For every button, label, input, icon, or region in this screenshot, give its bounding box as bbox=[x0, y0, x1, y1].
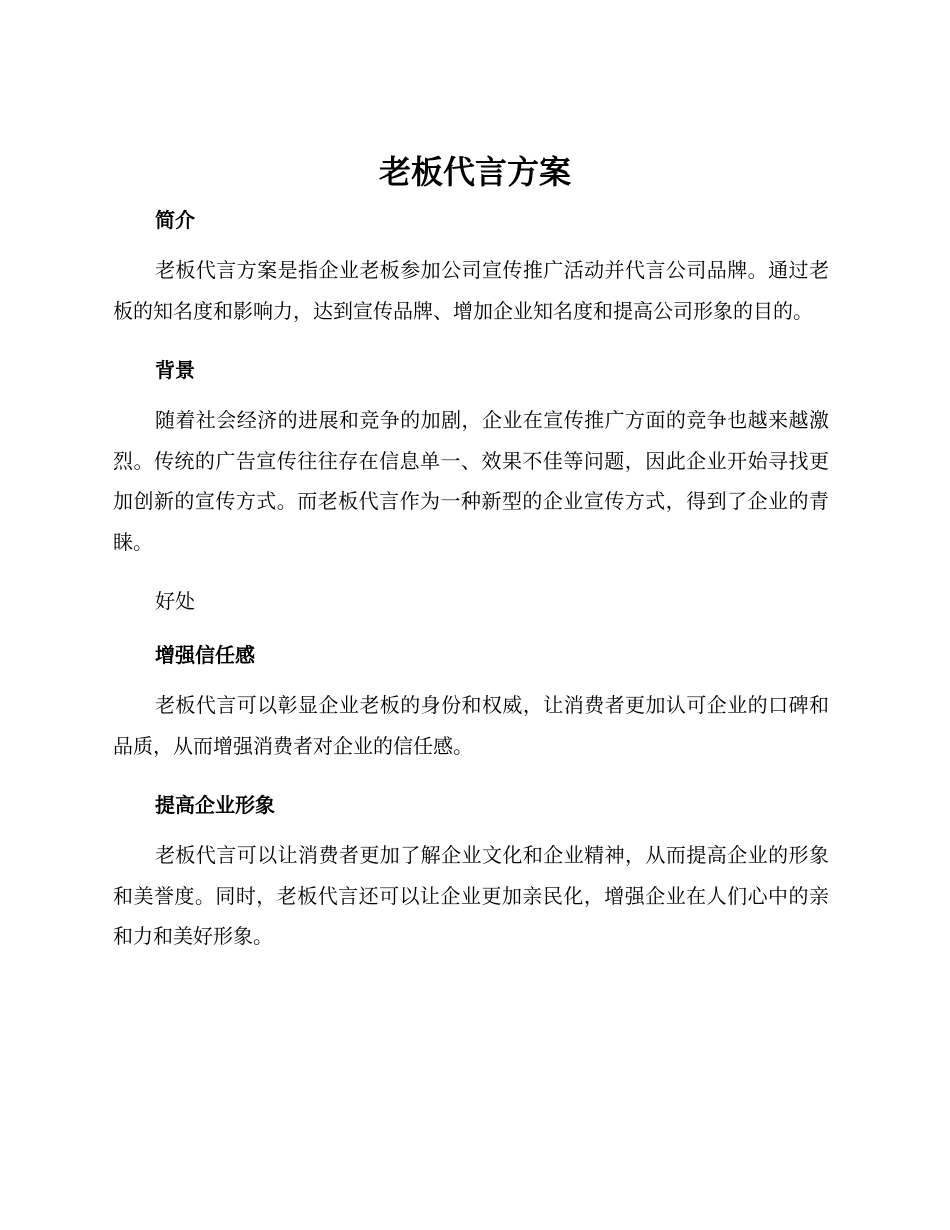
subsection-heading-trust: 增强信任感 bbox=[155, 643, 255, 667]
section-heading-benefits: 好处 bbox=[155, 589, 195, 613]
document-title: 老板代言方案 bbox=[378, 153, 571, 191]
section-heading-intro: 简介 bbox=[155, 208, 195, 232]
section-heading-background: 背景 bbox=[155, 358, 195, 382]
subsection-heading-image: 提高企业形象 bbox=[155, 793, 275, 817]
section-paragraph-intro: 老板代言方案是指企业老板参加公司宣传推广活动并代言公司品牌。通过老板的知名度和影响力，达到宣传品牌、增加企业知名度和提高公司形象的目的。 bbox=[113, 258, 829, 323]
subsection-paragraph-image: 老板代言可以让消费者更加了解企业文化和企业精神，从而提高企业的形象和美誉度。同时，老板代言还可以让企业更加亲民化，增强企业在人们心中的亲和力和美好形象。 bbox=[113, 843, 829, 948]
subsection-paragraph-trust: 老板代言可以彰显企业老板的身份和权威，让消费者更加认可企业的口碑和品质，从而增强消费者对企业的信任感。 bbox=[113, 693, 829, 758]
document-body bbox=[113, 196, 829, 972]
section-paragraph-background: 随着社会经济的进展和竞争的加剧，企业在宣传推广方面的竞争也越来越激烈。传统的广告宣传往往存在信息单一、效果不佳等问题，因此企业开始寻找更加创新的宣传方式。而老板代言作为一种新型的企业宣传方式，得到了企业的青睐。 bbox=[113, 408, 829, 554]
